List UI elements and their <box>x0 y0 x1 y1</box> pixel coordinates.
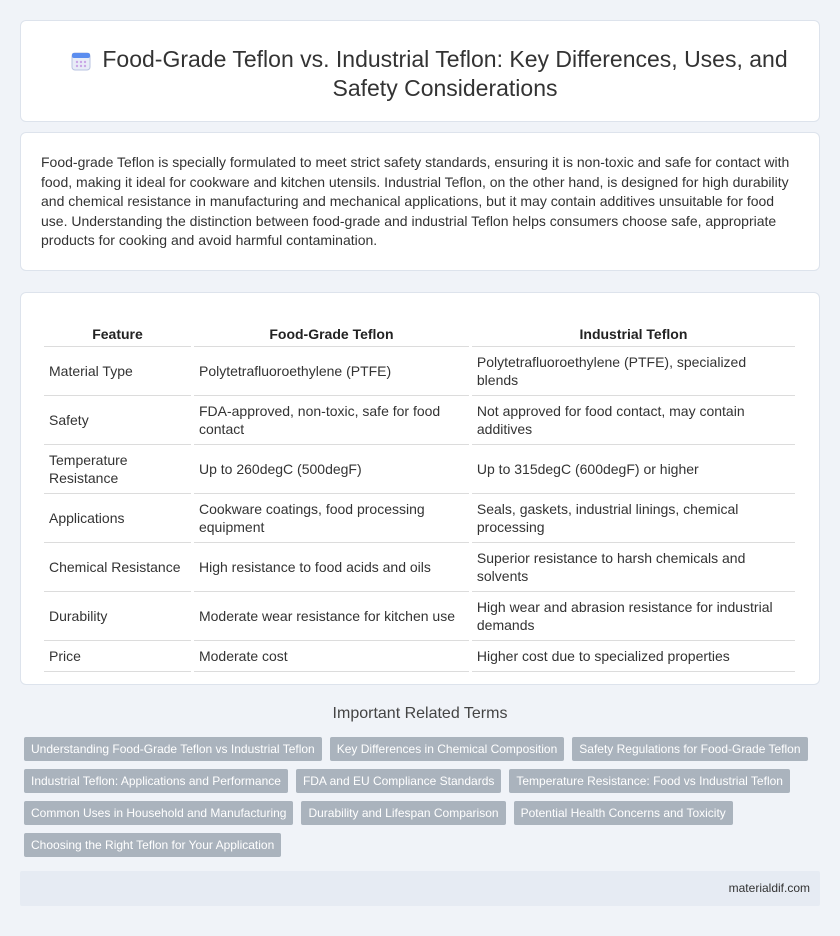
intro-paragraph: Food-grade Teflon is specially formulated to meet strict safety standards, ensuring it is non-toxic and safe for contact with food, making it ideal for cookware and kitchen utensils. Industrial Teflon, on the other hand, is designed for high durability and chemical resistance in manufacturing and mechanical applications, but it may contain additives unsuitable for food use. Understanding the distinction between food-grade and industrial Teflon helps consumers choose safe, appropriate products for cooking and avoid harmful contamination. <box>41 154 790 249</box>
food-grade-cell: Cookware coatings, food processing equipment <box>194 494 469 543</box>
food-grade-cell: Up to 260degC (500degF) <box>194 445 469 494</box>
related-term-tag[interactable]: FDA and EU Compliance Standards <box>296 769 501 793</box>
header-industrial: Industrial Teflon <box>472 313 795 347</box>
related-term-tag[interactable]: Key Differences in Chemical Composition <box>330 737 565 761</box>
header-card <box>20 20 820 122</box>
comparison-table <box>41 313 798 672</box>
industrial-cell: Polytetrafluoroethylene (PTFE), specialized blends <box>472 347 795 396</box>
related-term-tag[interactable]: Choosing the Right Teflon for Your Application <box>24 833 281 857</box>
header-food-grade: Food-Grade Teflon <box>194 313 469 347</box>
comparison-card <box>20 292 820 685</box>
feature-cell: Price <box>44 641 191 672</box>
related-term-tag[interactable]: Common Uses in Household and Manufacturing <box>24 801 293 825</box>
feature-cell: Material Type <box>44 347 191 396</box>
industrial-cell: High wear and abrasion resistance for industrial demands <box>472 592 795 641</box>
header-feature: Feature <box>44 313 191 347</box>
table-row <box>44 445 795 494</box>
food-grade-cell: Moderate cost <box>194 641 469 672</box>
footer <box>20 871 820 906</box>
feature-cell: Safety <box>44 396 191 445</box>
food-grade-cell: Polytetrafluoroethylene (PTFE) <box>194 347 469 396</box>
industrial-cell: Not approved for food contact, may contain additives <box>472 396 795 445</box>
industrial-cell: Up to 315degC (600degF) or higher <box>472 445 795 494</box>
related-term-tag[interactable]: Durability and Lifespan Comparison <box>301 801 505 825</box>
feature-cell: Durability <box>44 592 191 641</box>
table-row <box>44 592 795 641</box>
table-header-row <box>44 313 795 347</box>
table-row <box>44 494 795 543</box>
table-row <box>44 641 795 672</box>
footer-site-link[interactable]: materialdif.com <box>728 881 810 895</box>
related-term-tag[interactable]: Industrial Teflon: Applications and Performance <box>24 769 288 793</box>
related-term-tag[interactable]: Potential Health Concerns and Toxicity <box>514 801 733 825</box>
feature-cell: Applications <box>44 494 191 543</box>
related-term-tag[interactable]: Understanding Food-Grade Teflon vs Industrial Teflon <box>24 737 322 761</box>
feature-cell: Chemical Resistance <box>44 543 191 592</box>
industrial-cell: Superior resistance to harsh chemicals and solvents <box>472 543 795 592</box>
related-term-tag[interactable]: Safety Regulations for Food-Grade Teflon <box>572 737 807 761</box>
related-terms-heading: Important Related Terms <box>332 705 508 722</box>
table-row <box>44 347 795 396</box>
food-grade-cell: Moderate wear resistance for kitchen use <box>194 592 469 641</box>
related-term-tag[interactable]: Temperature Resistance: Food vs Industrial Teflon <box>509 769 790 793</box>
table-row <box>44 396 795 445</box>
industrial-cell: Higher cost due to specialized properties <box>472 641 795 672</box>
table-row <box>44 543 795 592</box>
related-terms-list <box>24 737 824 857</box>
food-grade-cell: FDA-approved, non-toxic, safe for food contact <box>194 396 469 445</box>
feature-cell: Temperature Resistance <box>44 445 191 494</box>
industrial-cell: Seals, gaskets, industrial linings, chemical processing <box>472 494 795 543</box>
intro-card <box>20 132 820 271</box>
food-grade-cell: High resistance to food acids and oils <box>194 543 469 592</box>
page-title: Food-Grade Teflon vs. Industrial Teflon: Key Differences, Uses, and Safety Considerations <box>102 46 788 101</box>
